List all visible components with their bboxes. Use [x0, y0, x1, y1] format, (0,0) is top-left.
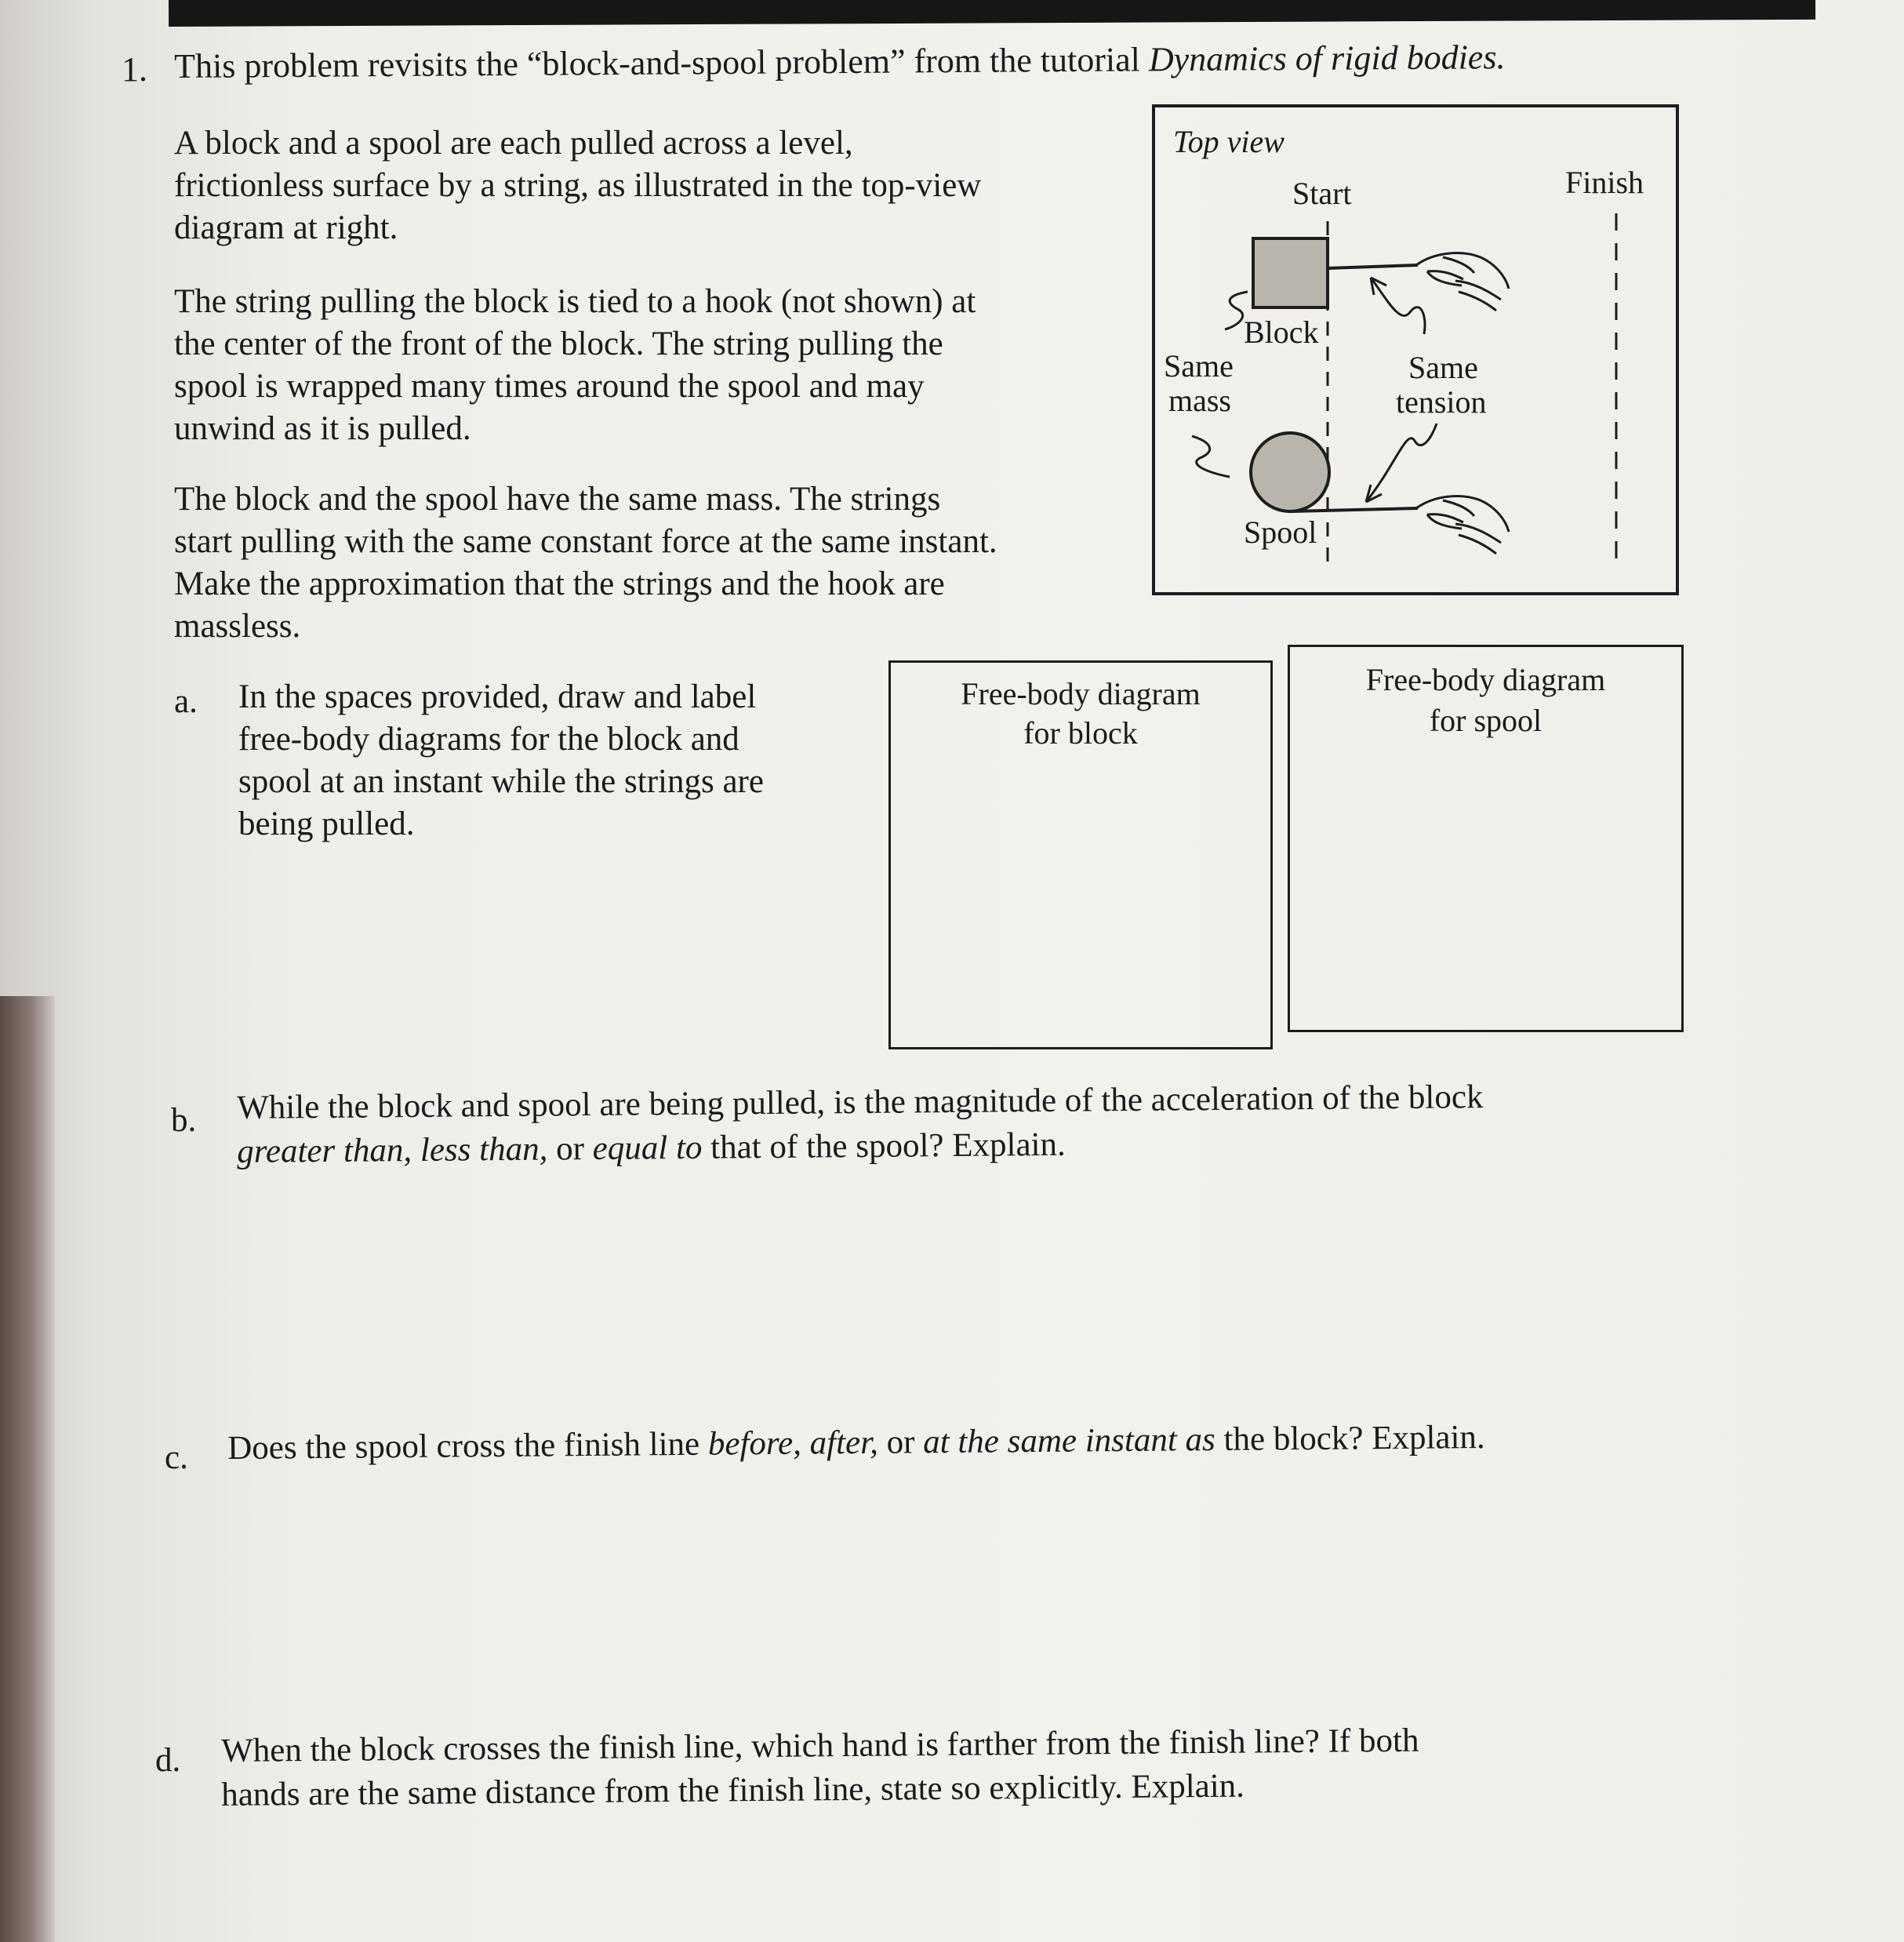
- part-b-line2: [237, 1124, 1066, 1173]
- same-mass-pointer: [1192, 436, 1230, 477]
- part-c-option-2: at the same instant as: [922, 1421, 1216, 1461]
- part-b-letter: b.: [171, 1102, 197, 1139]
- fbd-block-title-line2: for block: [1023, 715, 1138, 751]
- paragraph-1: [174, 122, 981, 249]
- block-label: Block: [1244, 315, 1319, 350]
- block-shape: [1253, 238, 1328, 307]
- part-b-tail: that of the spool? Explain.: [702, 1126, 1066, 1166]
- paragraph-1-line: diagram at right.: [174, 209, 398, 246]
- part-b-connector: or: [547, 1130, 593, 1168]
- part-d-line2: hands are the same distance from the finish line, state so explicitly. Explain.: [221, 1767, 1245, 1813]
- top-view-diagram: [1151, 104, 1681, 599]
- part-a-line: In the spaces provided, draw and label: [238, 678, 757, 715]
- part-c-letter: c.: [165, 1439, 188, 1476]
- paragraph-3-line: massless.: [174, 608, 301, 645]
- part-c-tail: the block? Explain.: [1215, 1419, 1485, 1459]
- paragraph-3-line: The block and the spool have the same mass. The strings: [174, 481, 941, 518]
- paragraph-2-line: unwind as it is pulled.: [174, 410, 471, 447]
- part-b-option-2: equal to: [592, 1129, 703, 1168]
- block-string: [1328, 265, 1418, 268]
- same-mass-label-line1: Same: [1164, 348, 1234, 384]
- fbd-block-title-line1: Free-body diagram: [961, 676, 1201, 711]
- spool-string: [1290, 508, 1418, 511]
- fbd-spool-title-line1: Free-body diagram: [1365, 662, 1606, 697]
- part-a-line: spool at an instant while the strings are: [238, 763, 764, 800]
- paragraph-2-line: the center of the front of the block. The string pulling the: [174, 325, 943, 362]
- paragraph-2-line: spool is wrapped many times around the spool and may: [174, 368, 925, 405]
- fbd-spool-box[interactable]: [1288, 645, 1684, 1032]
- finish-label: Finish: [1565, 165, 1644, 200]
- paragraph-2: [174, 281, 976, 450]
- intro-tutorial-title: Dynamics of rigid bodies.: [1148, 38, 1506, 79]
- same-tension-pointer-up: [1371, 278, 1425, 334]
- part-d-line1: When the block crosses the finish line, which hand is farther from the finish line? If both: [221, 1722, 1419, 1769]
- fbd-spool-title-line2: for spool: [1429, 703, 1542, 738]
- part-a-text: [238, 676, 764, 846]
- part-c-lead: Does the spool cross the finish line: [227, 1425, 709, 1467]
- part-a-letter: a.: [174, 683, 198, 720]
- paragraph-2-line: The string pulling the block is tied to a hook (not shown) at: [174, 283, 976, 320]
- start-label: Start: [1292, 176, 1352, 211]
- paragraph-3: [174, 478, 997, 648]
- part-a-line: free-body diagrams for the block and: [238, 721, 739, 758]
- spool-label: Spool: [1244, 515, 1317, 550]
- part-c-connector: or: [878, 1424, 924, 1461]
- spool-shape: [1251, 433, 1329, 511]
- same-tension-pointer-down: [1366, 424, 1437, 502]
- top-view-label: Top view: [1173, 124, 1284, 159]
- paragraph-3-line: Make the approximation that the strings and the hook are: [174, 566, 945, 602]
- lower-hand-icon: [1416, 496, 1509, 554]
- paragraph-1-line: frictionless surface by a string, as illustrated in the top-view: [174, 167, 982, 204]
- paragraph-1-line: A block and a spool are each pulled across a level,: [174, 125, 853, 162]
- paragraph-3-line: start pulling with the same constant force at the same instant.: [174, 523, 997, 560]
- same-mass-label-line2: mass: [1168, 383, 1231, 418]
- intro-text: This problem revisits the “block-and-spool problem” from the tutorial: [174, 40, 1150, 85]
- same-tension-label-line1: Same: [1408, 350, 1478, 385]
- same-tension-label-line2: tension: [1396, 384, 1487, 420]
- part-b-line1: While the block and spool are being pulled, is the magnitude of the acceleration of the block: [237, 1078, 1484, 1126]
- part-c-option-1: before, after,: [707, 1424, 879, 1463]
- part-b-option-1: greater than, less than,: [237, 1130, 548, 1170]
- upper-hand-icon: [1416, 253, 1509, 311]
- page-edge-shadow: [0, 996, 55, 1942]
- problem-number: 1.: [122, 50, 147, 89]
- fbd-block-box[interactable]: [888, 660, 1273, 1049]
- part-d-letter: d.: [155, 1742, 181, 1779]
- part-a-line: being pulled.: [238, 806, 415, 842]
